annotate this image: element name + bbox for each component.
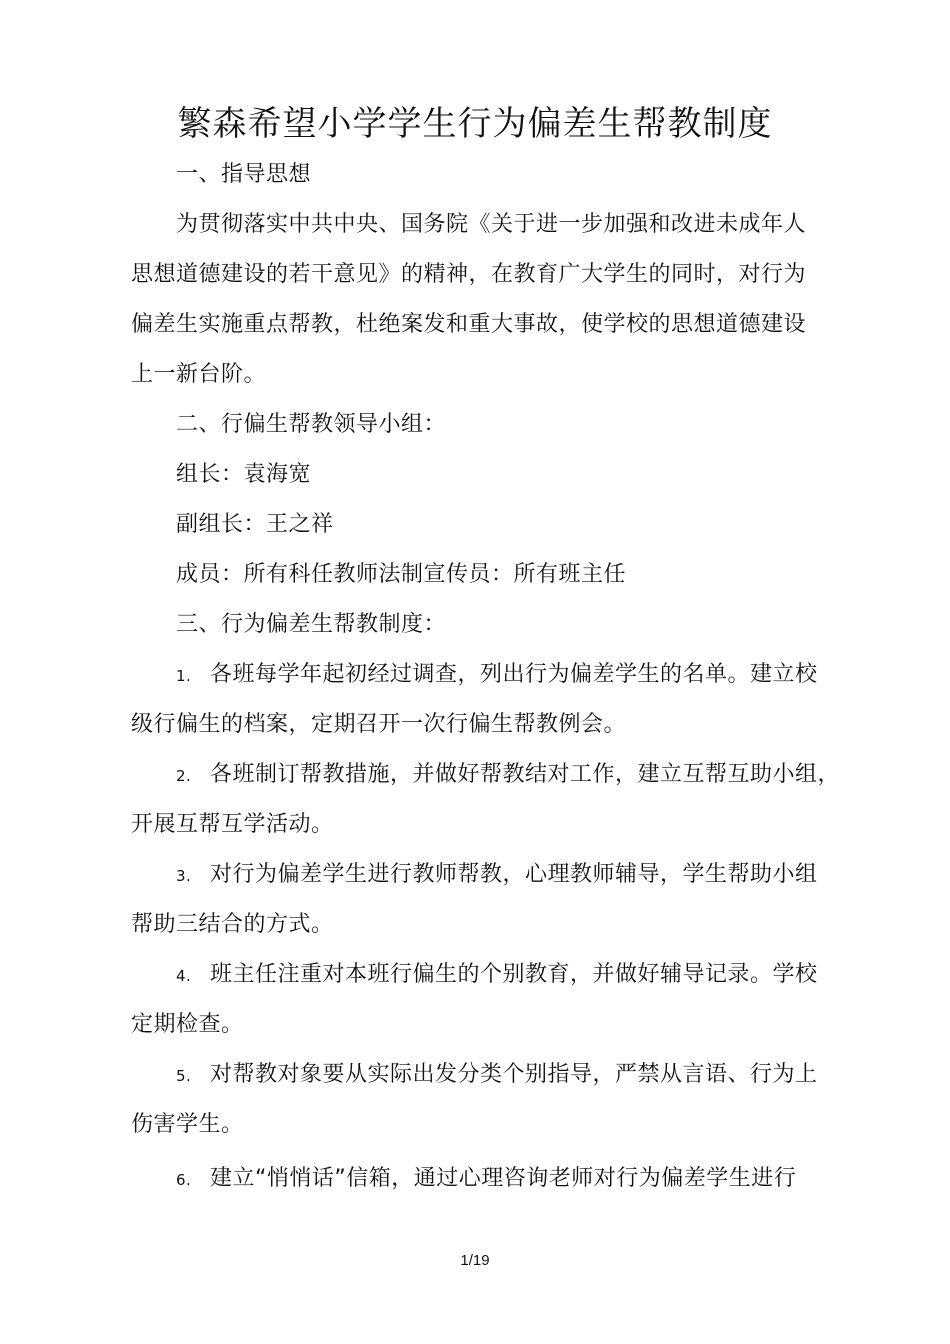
paragraph-line: 偏差生实施重点帮教，杜绝案发和重大事故，使学校的思想道德建设 [131, 312, 807, 337]
section-heading-leadership-group: 二、行偏生帮教领导小组： [176, 412, 447, 437]
list-item-continuation: 级行偏生的档案，定期召开一次行偏生帮教例会。 [131, 712, 627, 737]
list-item-continuation: 伤害学生。 [131, 1112, 244, 1137]
list-item-continuation: 帮助三结合的方式。 [131, 912, 334, 937]
paragraph-line: 为贯彻落实中共中央、国务院《关于进一步加强和改进未成年人 [176, 212, 807, 237]
group-members: 成员：所有科任教师法制宣传员：所有班主任 [176, 562, 627, 587]
list-item-continuation: 定期检查。 [131, 1012, 244, 1037]
list-item-number: 5. [176, 1067, 192, 1085]
list-item [176, 1162, 796, 1197]
list-item-text: 各班制订帮教措施，并做好帮教结对工作，建立互帮互助小组， [210, 762, 841, 787]
paragraph-line: 思想道德建设的若干意见》的精神，在教育广大学生的同时，对行为 [131, 262, 807, 287]
list-item-text: 各班每学年起初经过调查，列出行为偏差学生的名单。建立校 [210, 662, 818, 687]
paragraph-line: 上一新台阶。 [131, 362, 267, 387]
document-title: 繁森希望小学学生行为偏差生帮教制度 [177, 104, 773, 144]
list-item-number: 4. [176, 967, 192, 985]
list-item-number: 1. [176, 667, 192, 685]
section-heading-system: 三、行为偏差生帮教制度： [176, 612, 447, 637]
list-item-number: 3. [176, 867, 192, 885]
group-leader: 组长：袁海宽 [176, 462, 312, 487]
list-item [176, 958, 818, 993]
section-heading-guiding-thought: 一、指导思想 [176, 162, 312, 187]
list-item [176, 758, 840, 793]
page-number: 1/19 [460, 1252, 490, 1269]
deputy-leader: 副组长：王之祥 [176, 512, 334, 537]
list-item-text: 班主任注重对本班行偏生的个别教育，并做好辅导记录。学校 [210, 962, 818, 987]
list-item-continuation: 开展互帮互学活动。 [131, 812, 334, 837]
list-item [176, 1058, 818, 1093]
list-item-text: 对帮教对象要从实际出发分类个别指导，严禁从言语、行为上 [210, 1062, 818, 1087]
list-item [176, 658, 818, 693]
list-item-number: 2. [176, 767, 192, 785]
list-item-text: 建立“悄悄话”信箱，通过心理咨询老师对行为偏差学生进行 [210, 1166, 797, 1191]
list-item-number: 6. [176, 1171, 192, 1189]
list-item [176, 858, 818, 893]
list-item-text: 对行为偏差学生进行教师帮教，心理教师辅导，学生帮助小组 [210, 862, 818, 887]
